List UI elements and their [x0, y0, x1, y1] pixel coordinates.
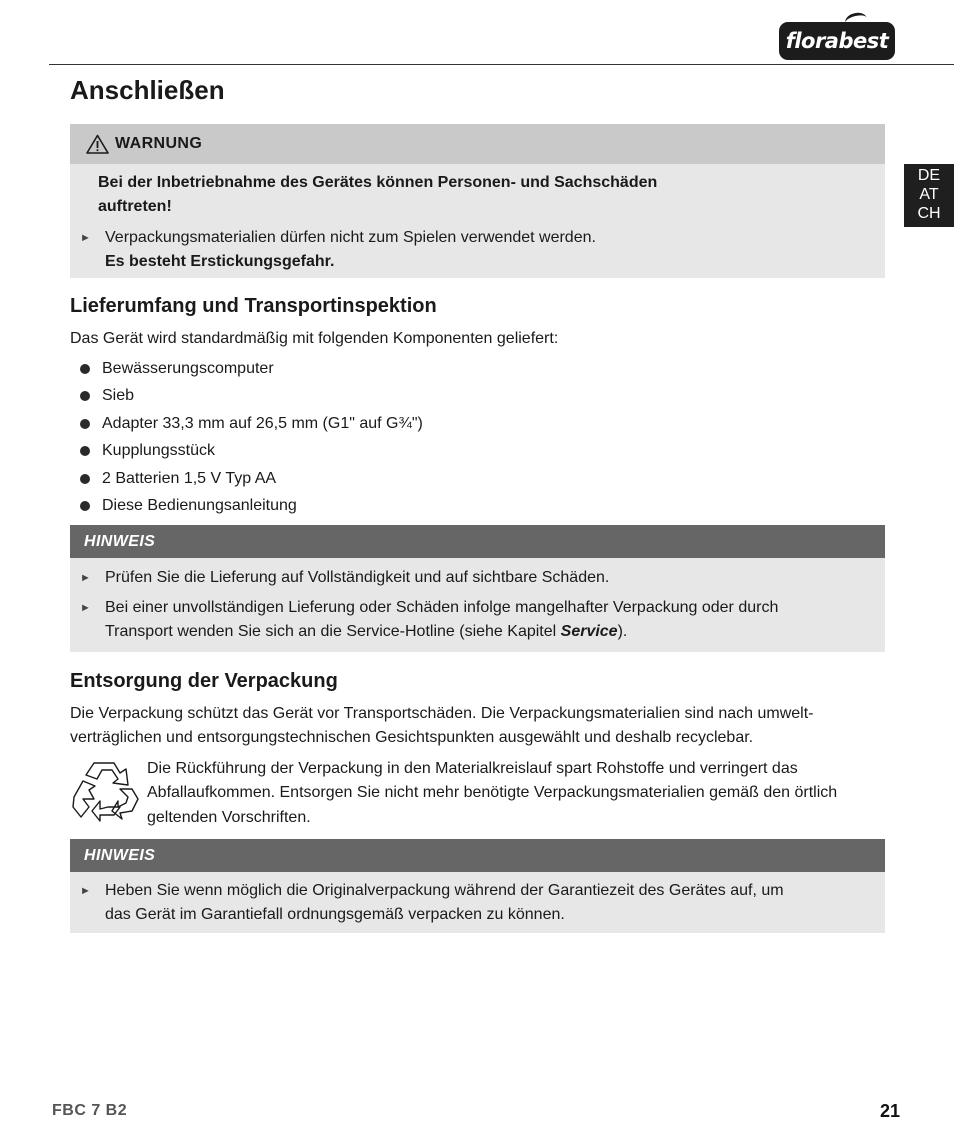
disposal-heading: Entsorgung der Verpackung — [70, 670, 338, 692]
bullet-dot-icon — [80, 446, 90, 456]
warning-label: WARNUNG — [115, 135, 203, 152]
model-number: FBC 7 B2 — [52, 1102, 128, 1119]
list-item: Kupplungsstück — [78, 439, 423, 466]
leaf-icon — [844, 11, 869, 31]
bullet-dot-icon — [80, 391, 90, 401]
language-ch: CH — [917, 205, 941, 222]
warning-triangle-icon — [86, 134, 109, 154]
arrow-bullet-icon: ► — [80, 602, 91, 614]
disposal-para2-line2: Abfallaufkommen. Entsorgen Sie nicht mehr benötigte Verpackungsmaterialien gemäß den örtlich — [147, 784, 838, 801]
page-number: 21 — [880, 1101, 901, 1121]
bullet-dot-icon — [80, 474, 90, 484]
warning-text-line2: auftreten! — [98, 198, 172, 215]
disposal-para1-line1: Die Verpackung schützt das Gerät vor Transportschäden. Die Verpackungsmaterialien sind nach umwelt- — [70, 705, 814, 722]
list-item: Adapter 33,3 mm auf 26,5 mm (G1" auf G¾") — [78, 412, 423, 439]
bullet-dot-icon — [80, 419, 90, 429]
notice-box-delivery — [70, 525, 885, 652]
notice-item-text-line1: Bei einer unvollständigen Lieferung oder Schäden infolge mangelhafter Verpackung oder durch — [105, 599, 779, 616]
delivery-heading: Lieferumfang und Transportinspektion — [70, 295, 437, 317]
notice-item-text-line1: Heben Sie wenn möglich die Originalverpackung während der Garantiezeit des Gerätes auf, um — [105, 882, 784, 899]
page-title: Anschließen — [70, 75, 225, 105]
brand-logo — [779, 22, 895, 60]
delivery-intro: Das Gerät wird standardmäßig mit folgenden Komponenten geliefert: — [70, 330, 559, 347]
warning-header — [70, 124, 885, 164]
disposal-para2-line1: Die Rückführung der Verpackung in den Materialkreislauf spart Rohstoffe und verringert das — [147, 760, 798, 777]
list-item: Bewässerungscomputer — [78, 357, 423, 384]
notice-header: HINWEIS — [70, 839, 885, 872]
language-tab — [904, 164, 954, 227]
recycling-icon — [70, 759, 141, 827]
delivery-list — [78, 357, 423, 521]
warning-text-line1: Bei der Inbetriebnahme des Gerätes können Personen- und Sachschäden — [98, 174, 658, 191]
warning-item-bold: Es besteht Erstickungsgefahr. — [105, 253, 335, 270]
warning-box — [70, 124, 885, 278]
notice-box-disposal — [70, 839, 885, 933]
bullet-dot-icon — [80, 501, 90, 511]
notice-item-text: Prüfen Sie die Lieferung auf Vollständigkeit und auf sichtbare Schäden. — [105, 569, 610, 586]
notice-header: HINWEIS — [70, 525, 885, 558]
service-chapter-ref: Service — [560, 623, 618, 640]
disposal-para1-line2: verträglichen und entsorgungstechnischen Gesichtspunkten ausgewählt und deshalb recyclebar. — [70, 729, 754, 746]
arrow-bullet-icon: ► — [80, 885, 91, 897]
arrow-bullet-icon: ► — [80, 572, 91, 584]
disposal-para2-line3: geltenden Vorschriften. — [147, 809, 311, 826]
list-item: Sieb — [78, 384, 423, 411]
bullet-dot-icon — [80, 364, 90, 374]
warning-item-text: Verpackungsmaterialien dürfen nicht zum Spielen verwendet werden. — [105, 229, 596, 246]
list-item: 2 Batterien 1,5 V Typ AA — [78, 467, 423, 494]
arrow-bullet-icon: ► — [80, 232, 91, 244]
brand-name: florabest — [785, 29, 889, 53]
language-at: AT — [919, 186, 939, 203]
language-de: DE — [917, 167, 941, 184]
notice-item-text-line2: das Gerät im Garantiefall ordnungsgemäß verpacken zu können. — [105, 906, 565, 923]
list-item: Diese Bedienungsanleitung — [78, 494, 423, 521]
notice-item-text-line2: Transport wenden Sie sich an die Service-Hotline (siehe Kapitel Service). — [105, 623, 628, 640]
header-divider — [49, 64, 954, 65]
